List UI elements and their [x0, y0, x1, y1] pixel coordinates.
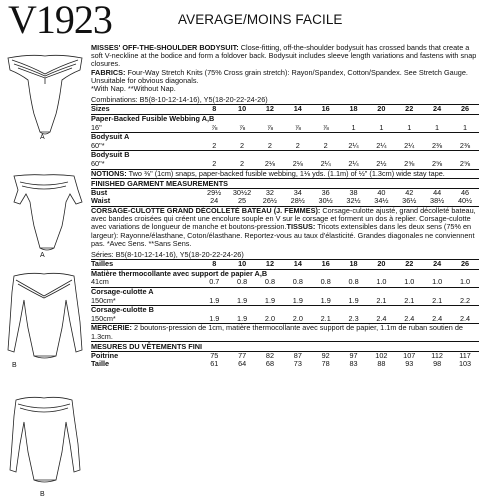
row-label: Corsage-culotte A — [91, 286, 154, 296]
measurement-cell: 73 — [293, 359, 302, 369]
english-measurements-table — [91, 189, 479, 207]
yardage-cell: 2 — [312, 142, 340, 151]
yardage-cell: 1.9 — [200, 297, 228, 306]
yardage-cell: 2½ — [367, 160, 395, 169]
measurement-label: Poitrine — [91, 350, 119, 360]
row-label: Paper-Backed Fusible Webbing A,B — [91, 114, 215, 124]
english-notions — [91, 170, 479, 178]
measurement-cell: 30½ — [312, 197, 340, 206]
table-row — [91, 133, 479, 142]
table-row — [91, 287, 479, 296]
measurement-cell: 26½ — [256, 197, 284, 206]
measurement-cell: 112 — [431, 350, 443, 360]
measurement-cell: 25 — [228, 197, 256, 206]
fabric-width: 150cm* — [91, 315, 200, 324]
french-fabrics-label: TISSUS: — [286, 222, 316, 232]
table-row — [91, 189, 479, 198]
measurement-cell: 38½ — [423, 197, 451, 206]
figure-back-a — [0, 172, 88, 262]
fabrics-text: Four-Way Stretch Knits (75% Cross grain stretch): Rayon/Spandex, Cotton/Spandex. See Stretch Gauge. Unsuitable for obvious diagonals. — [91, 67, 468, 85]
measurement-cell: 92 — [321, 350, 330, 360]
measurement-cell: 87 — [293, 350, 302, 360]
size-cell: 24 — [423, 105, 451, 115]
yardage-cell: 2.4 — [368, 315, 396, 324]
measurement-cell: 83 — [349, 359, 358, 369]
fabric-width: 16" — [91, 124, 200, 133]
nap-note: *With Nap. **Without Nap. — [91, 84, 176, 94]
yardage-cell: 2.0 — [284, 315, 312, 324]
table-row — [91, 115, 479, 124]
french-description — [91, 207, 479, 248]
measurement-cell: 77 — [238, 350, 247, 360]
row-label: Matière thermocollante avec support de papier A,B — [91, 268, 268, 278]
size-cell: 22 — [395, 260, 423, 270]
yardage-cell: 2.4 — [395, 315, 423, 324]
size-cell: 10 — [228, 105, 256, 115]
measurement-cell: 103 — [458, 359, 472, 369]
bodysuit-long-sleeve-back-illustration — [0, 394, 88, 490]
difficulty-label: AVERAGE/MOINS FACILE — [178, 12, 343, 27]
measurement-cell: 61 — [210, 359, 219, 369]
size-cell: 26 — [451, 105, 479, 115]
notions-text: Two ⅜" (1cm) snaps, paper-backed fusible webbing, 1⅛ yds. (1.1m) of ½" (1.3cm) wide stay tape. — [126, 168, 445, 178]
measurement-cell: 102 — [375, 350, 388, 360]
yardage-cell: 2.1 — [368, 297, 396, 306]
french-yardage-table — [91, 259, 479, 324]
figure-front-a — [0, 44, 88, 144]
yardage-cell: 1.9 — [312, 297, 340, 306]
yardage-cell: 1.9 — [228, 297, 256, 306]
table-row — [91, 269, 479, 278]
measurement-cell: 107 — [403, 350, 416, 360]
measurement-cell: 24 — [200, 197, 228, 206]
english-description-text: Close-fitting, off-the-shoulder bodysuit has crossed bands that create a soft V-neckline at the bodice and form a foldover back. Bodysuit includes sleeve length variations and fastens with snap closures. — [91, 43, 477, 69]
yardage-cell: 2⅛ — [284, 160, 312, 169]
yardage-cell: 2 — [200, 160, 228, 169]
french-description-text: Corsage-culotte ajusté, grand décolleté bateau, avec bandes croisées qui créent une encolure souple en V sur le corsage et forment un dos à replier. Corsage-culotte avec variations de longueur de manche et boutons-pression. — [91, 205, 476, 232]
measurement-cell: 75 — [210, 350, 219, 360]
yardage-cell: 2 — [200, 142, 228, 151]
measurement-cell: 40 — [377, 187, 386, 197]
yardage-cell: 1.9 — [284, 297, 312, 306]
figure-label: A — [40, 134, 45, 141]
yardage-cell: 2.1 — [312, 315, 340, 324]
yardage-cell: 2¼ — [340, 160, 368, 169]
size-cell: 8 — [200, 105, 228, 115]
yardage-cell: 0.7 — [200, 278, 228, 287]
yardage-cell: 2¼ — [395, 142, 423, 151]
yardage-cell: 2¼ — [367, 142, 395, 151]
yardage-cell: ⅞ — [284, 124, 312, 133]
french-measurements-table — [91, 352, 479, 369]
size-cell: 14 — [284, 260, 312, 270]
tailles-label: Tailles — [91, 260, 200, 270]
measurement-cell: 117 — [459, 350, 471, 360]
row-label: Corsage-culotte B — [91, 305, 154, 315]
measurement-cell: 30½2 — [232, 187, 252, 197]
size-cell: 16 — [312, 260, 340, 270]
yardage-cell: 1.9 — [200, 315, 228, 324]
yardage-cell: 2⅝ — [423, 160, 451, 169]
yardage-cell: 0.8 — [228, 278, 256, 287]
measurement-cell: 40½ — [451, 197, 479, 206]
figure-back-b — [0, 394, 88, 500]
yardage-cell: 2⅝ — [395, 160, 423, 169]
bodysuit-front-illustration — [0, 44, 88, 144]
fabric-width: 41cm — [91, 278, 200, 287]
measurement-cell: 93 — [405, 359, 414, 369]
mercerie-label: MERCERIE: — [91, 323, 132, 333]
measurement-cell: 36½ — [395, 197, 423, 206]
measurement-cell: 97 — [349, 350, 358, 360]
measurement-cell: 64 — [238, 359, 247, 369]
yardage-cell: 2⅝ — [451, 160, 479, 169]
measurement-cell: 29½ — [207, 187, 222, 197]
french-title: CORSAGE-CULOTTE GRAND DÉCOLLETÉ BATEAU (J. FEMMES): — [91, 205, 321, 215]
yardage-cell: 2 — [228, 142, 256, 151]
english-description — [91, 44, 479, 69]
yardage-cell: 2.1 — [395, 297, 423, 306]
fabric-width: 60"* — [91, 160, 200, 169]
french-fabrics-text: Tricots extensibles dans les deux sens (75% en largeur): Rayonne/élasthane, Coton/élasthane. Reportez-vous au taux d'élasticité. Grandes diagonales ne conviennent pas. *Avec Sens. **Sans Sens. — [91, 222, 475, 248]
pattern-envelope-text — [91, 44, 479, 369]
table-row — [91, 360, 479, 369]
measurement-cell: 38 — [349, 187, 358, 197]
size-cell: 12 — [256, 260, 284, 270]
measurement-cell: 68 — [265, 359, 275, 369]
yardage-cell: 2.4 — [451, 315, 479, 324]
yardage-cell: ⅞ — [228, 124, 256, 133]
measurement-cell: 88 — [377, 359, 386, 369]
yardage-cell: 2⅜ — [423, 142, 451, 151]
french-combinations-label: Séries: B5(8-10-12-14-16), Y5(18-20-22-24-26) — [91, 249, 244, 259]
yardage-cell: 1.9 — [228, 315, 256, 324]
figure-front-b — [0, 272, 88, 372]
measurement-cell: 46 — [460, 187, 470, 197]
yardage-cell: 2 — [284, 142, 312, 151]
yardage-cell: 1 — [451, 124, 479, 133]
yardage-cell: 0.8 — [312, 278, 340, 287]
yardage-cell: ⅞ — [256, 124, 284, 133]
size-cell: 26 — [451, 260, 479, 270]
measurement-cell: 82 — [265, 350, 275, 360]
english-yardage-table — [91, 104, 479, 169]
yardage-cell: 2¼ — [312, 160, 340, 169]
table-row — [91, 352, 479, 361]
yardage-cell: 1 — [367, 124, 395, 133]
yardage-cell: 1.0 — [423, 278, 451, 287]
french-notions — [91, 324, 479, 340]
yardage-cell: 2.1 — [423, 297, 451, 306]
fabric-width: 150cm* — [91, 297, 200, 306]
fabrics-label: FABRICS: — [91, 67, 126, 77]
fabric-width: 60"* — [91, 142, 200, 151]
table-row — [91, 142, 479, 151]
yardage-cell: 1 — [340, 124, 368, 133]
yardage-cell: 0.8 — [340, 278, 368, 287]
size-cell: 20 — [368, 260, 396, 270]
measurement-cell: 44 — [433, 187, 442, 197]
yardage-cell: 1.9 — [340, 297, 368, 306]
measurement-cell: 98 — [433, 359, 442, 369]
measurement-label: Waist — [91, 197, 200, 206]
measurement-cell: 42 — [405, 187, 414, 197]
size-cell: 20 — [367, 105, 395, 115]
yardage-cell: 1 — [423, 124, 451, 133]
measurement-cell: 34 — [293, 187, 302, 197]
figure-label: B — [12, 362, 17, 369]
yardage-cell: 1 — [395, 124, 423, 133]
yardage-cell: ⅞ — [200, 124, 228, 133]
measurement-cell: 32 — [265, 187, 274, 197]
size-cell: 18 — [340, 260, 368, 270]
yardage-cell: 0.8 — [284, 278, 312, 287]
table-row — [91, 151, 479, 160]
size-cell: 18 — [340, 105, 368, 115]
bodysuit-long-sleeve-front-illustration — [0, 272, 88, 372]
mercerie-text: 2 boutons-pression de 1cm, matière thermocollante avec support de papier, 1.1m de ruban soutien de 1.3cm. — [91, 323, 463, 341]
yardage-cell: 1.0 — [368, 278, 396, 287]
yardage-cell: 2 — [256, 142, 284, 151]
pattern-number: V1923 — [8, 0, 112, 42]
measurement-label: Taille — [91, 359, 110, 369]
yardage-cell: 2.3 — [340, 315, 368, 324]
size-cell: 22 — [395, 105, 423, 115]
figure-label: A — [40, 252, 45, 259]
measurement-cell: 34½ — [367, 197, 395, 206]
size-cell: 24 — [423, 260, 451, 270]
yardage-cell: 1.0 — [451, 278, 479, 287]
row-label: Bodysuit B — [91, 150, 130, 160]
size-cell: 8 — [200, 260, 228, 270]
sizes-label: Sizes — [91, 105, 200, 115]
yardage-cell: 2.0 — [256, 315, 284, 324]
yardage-cell: 2.2 — [451, 297, 479, 306]
size-cell: 12 — [256, 105, 284, 115]
yardage-cell: 2⅜ — [451, 142, 479, 151]
measurement-cell: 32½ — [340, 197, 368, 206]
yardage-cell: 0.8 — [256, 278, 284, 287]
measurements-heading: FINISHED GARMENT MEASUREMENTS — [91, 178, 479, 189]
combinations-label: Combinations: B5(8-10-12-14-16), Y5(18-20-22-24-26) — [91, 95, 268, 105]
bodysuit-back-illustration — [0, 172, 88, 262]
row-label: Bodysuit A — [91, 132, 130, 142]
yardage-cell: 2.4 — [423, 315, 451, 324]
yardage-cell: ⅞ — [312, 124, 340, 133]
size-cell: 16 — [312, 105, 340, 115]
yardage-cell: 1.0 — [395, 278, 423, 287]
measurement-cell: 36 — [321, 187, 330, 197]
measurement-cell: 28½ — [284, 197, 312, 206]
tailles-header-row — [91, 260, 479, 270]
notions-label: NOTIONS: — [91, 168, 127, 178]
figure-label: B — [40, 491, 45, 498]
size-cell: 10 — [228, 260, 256, 270]
table-row — [91, 306, 479, 315]
mesures-heading: MESURES DU VÊTEMENTS FINI — [91, 341, 479, 352]
yardage-cell: 1.9 — [256, 297, 284, 306]
size-cell: 14 — [284, 105, 312, 115]
table-row — [91, 124, 479, 133]
yardage-cell: 2 — [228, 160, 256, 169]
english-title: MISSES' OFF-THE-SHOULDER BODYSUIT: — [91, 43, 239, 52]
yardage-cell: 2⅛ — [256, 160, 284, 169]
garment-illustrations — [0, 0, 88, 500]
english-fabrics — [91, 69, 479, 85]
measurement-label: Bust — [91, 187, 108, 197]
yardage-cell: 2¼ — [340, 142, 368, 151]
measurement-cell: 78 — [321, 359, 330, 369]
